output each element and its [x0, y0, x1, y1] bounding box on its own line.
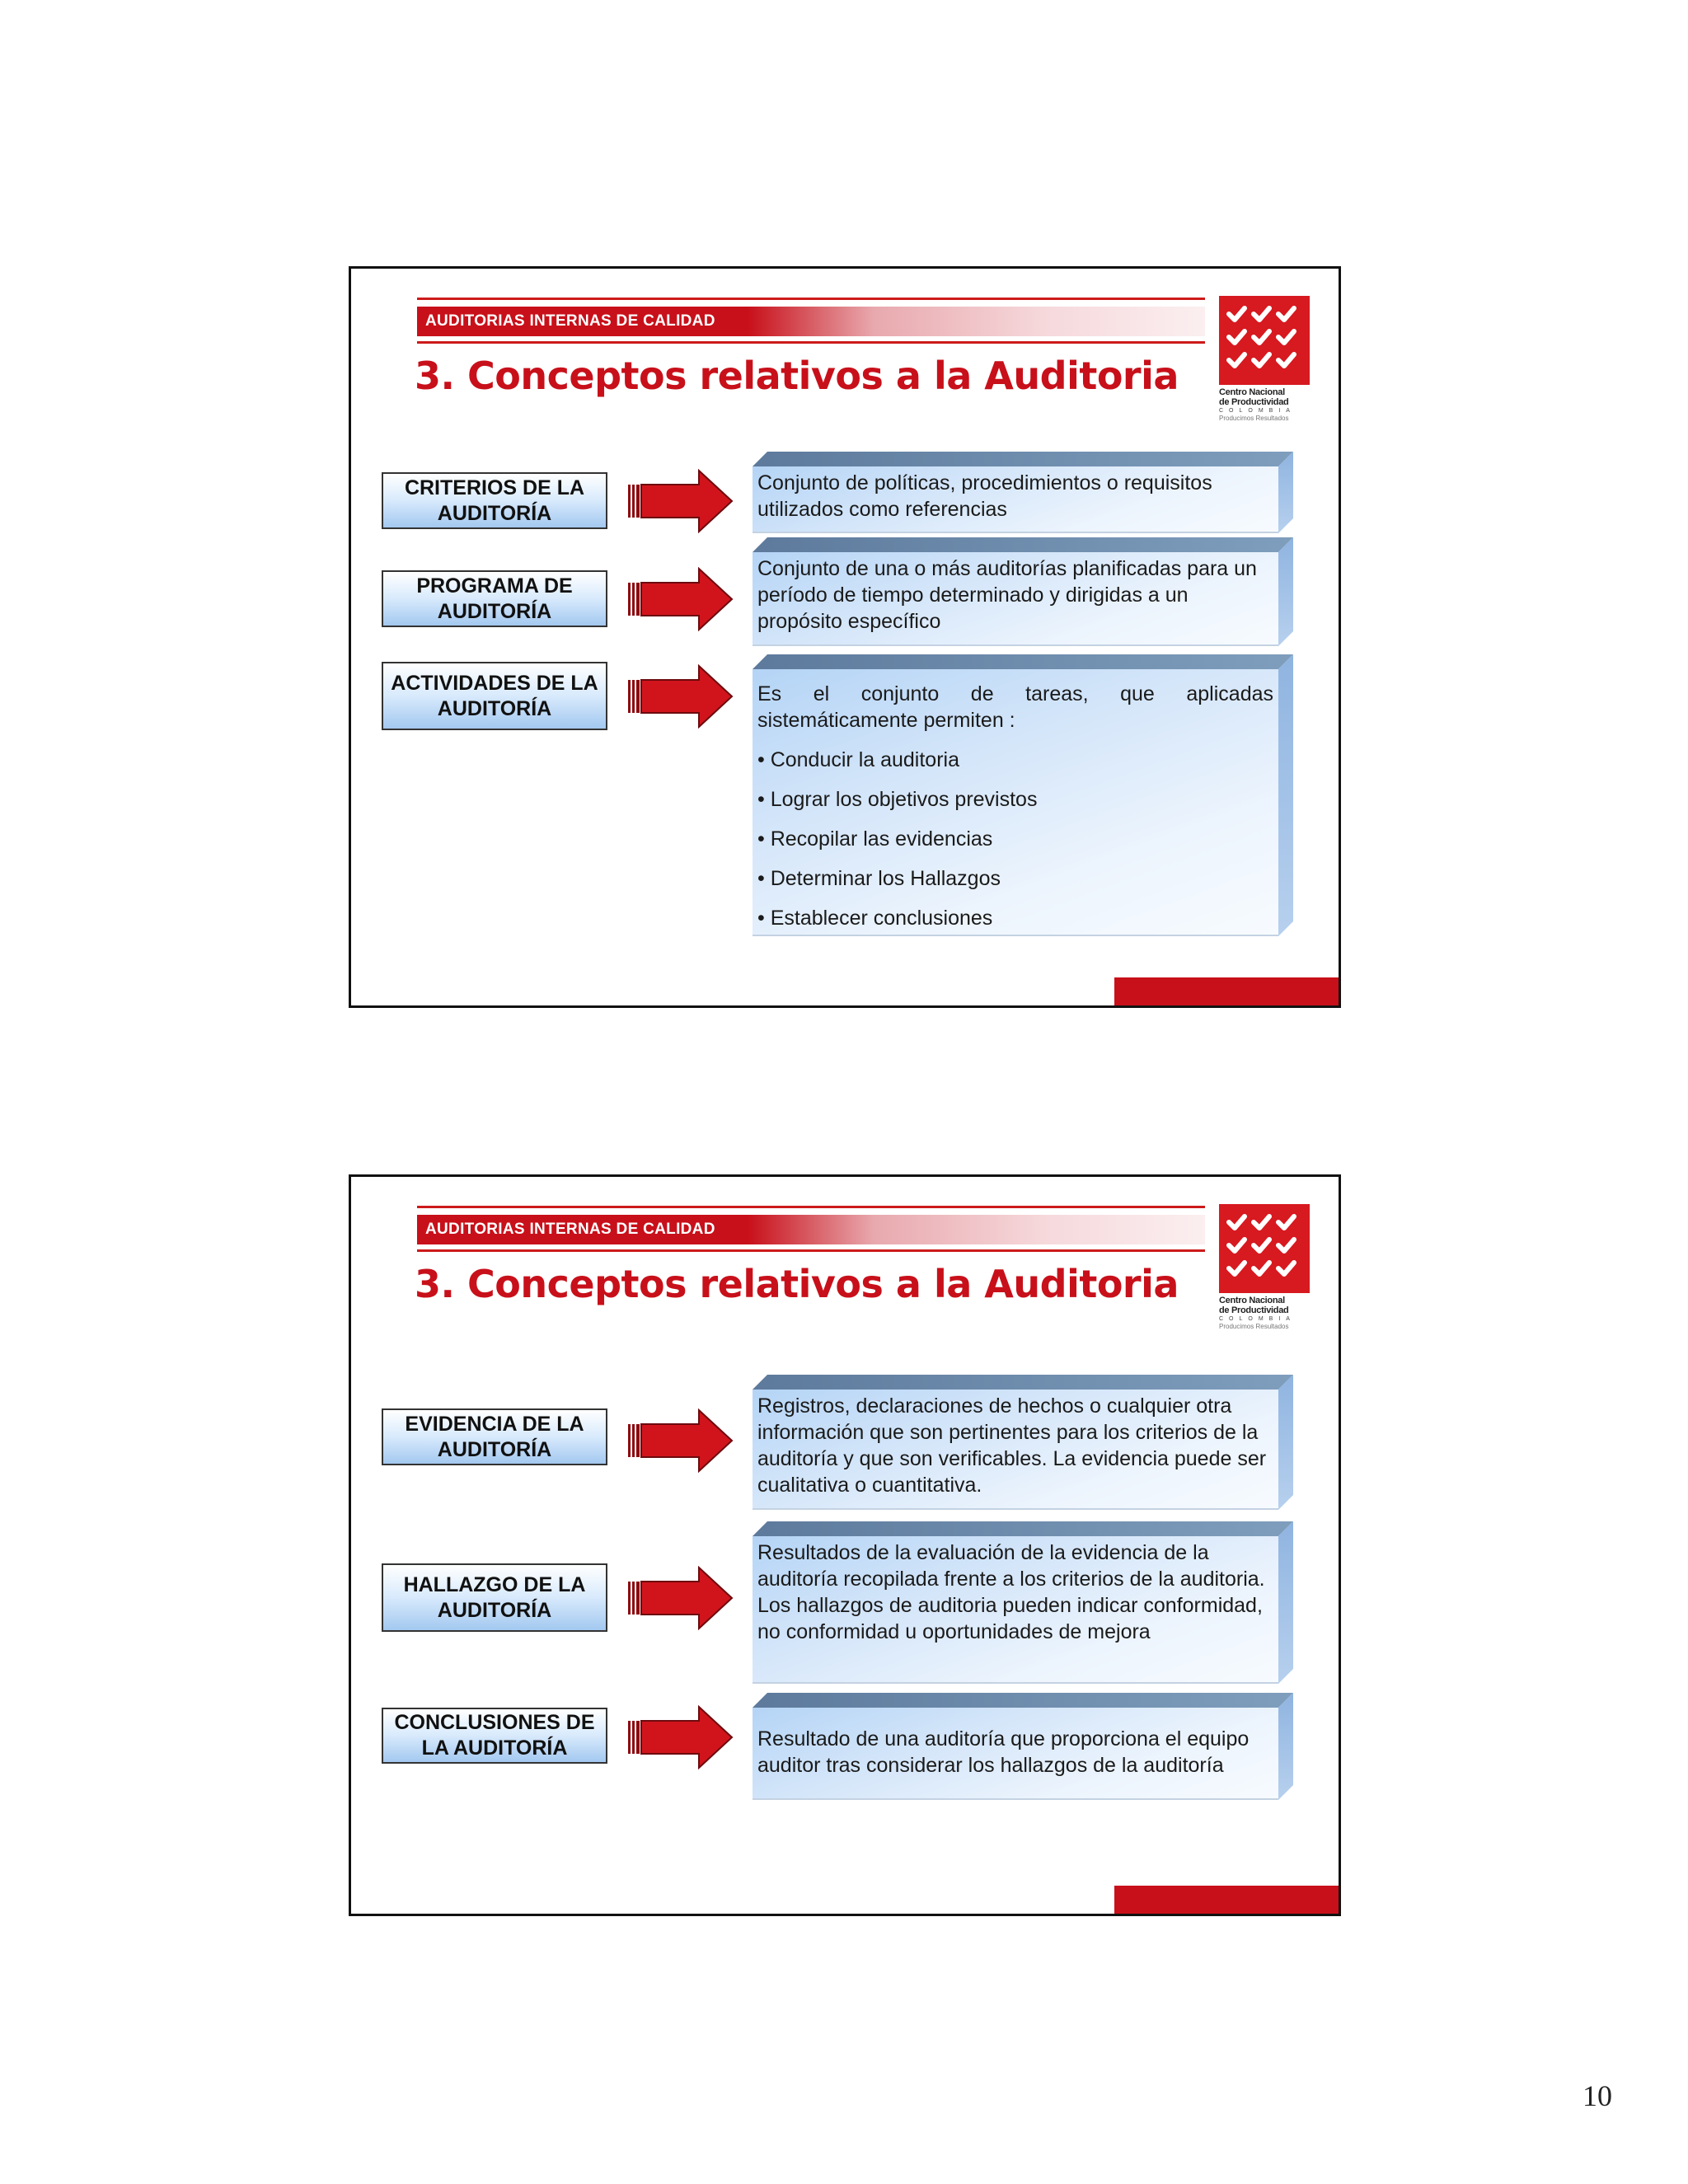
logo-country: COLOMBIA: [1219, 408, 1296, 414]
header-top-rule: [417, 1206, 1205, 1208]
bullet-item: • Lograr los objetivos previstos: [757, 788, 1038, 811]
definition-box-evidencia: [753, 1375, 1293, 1510]
definition-text: Conjunto de políticas, procedimientos o requisitos utilizados como referencias: [757, 471, 1212, 521]
header-top-rule: [417, 298, 1205, 300]
logo-name-line2: de Productividad: [1219, 397, 1289, 407]
definition-text: Es el conjunto de tareas, que aplicadas sistemáticamente permiten :: [757, 682, 1273, 732]
concept-actividades: ACTIVIDADES DE LA AUDITORÍA: [382, 662, 607, 730]
slide-1: [349, 266, 1341, 1008]
slide-2: [349, 1174, 1341, 1916]
concept-evidencia: EVIDENCIA DE LA AUDITORÍA: [382, 1408, 607, 1465]
bullet-item: • Establecer conclusiones: [757, 907, 993, 930]
arrow-right-icon: [628, 469, 734, 533]
definition-box-conclusiones: [753, 1693, 1293, 1800]
arrow-right-icon: [628, 1705, 734, 1769]
logo-tagline: Producimos Resultados: [1219, 415, 1289, 422]
header-bar: [417, 307, 1205, 336]
concept-hallazgo: HALLAZGO DE LA AUDITORÍA: [382, 1563, 607, 1632]
checkmarks-icon: [1219, 1204, 1310, 1293]
logo-name-line1: Centro Nacional: [1219, 1296, 1285, 1305]
logo-name-line1: Centro Nacional: [1219, 387, 1285, 397]
definition-text: Conjunto de una o más auditorías planificadas para un período de tiempo determinado y dirigidas a un propósito específico: [757, 557, 1257, 633]
checkmarks-icon: [1219, 296, 1310, 385]
page-number: 10: [1582, 2079, 1612, 2112]
definition-text: Resultados de la evaluación de la evidencia de la auditoría recopilada frente a los criterios de la auditoria. Los hallazgos de auditoria pueden indicar conformidad, no conformidad u oportunidades de mejora: [757, 1541, 1265, 1643]
slide-title: 3. Conceptos relativos a la Auditoria: [415, 1262, 1179, 1306]
arrow-right-icon: [628, 1566, 734, 1630]
header-label: AUDITORIAS INTERNAS DE CALIDAD: [425, 1221, 715, 1238]
arrow-right-icon: [628, 567, 734, 631]
arrow-right-icon: [628, 1408, 734, 1473]
definition-box-criterios: [753, 452, 1293, 533]
concept-criterios: CRITERIOS DE LA AUDITORÍA: [382, 472, 607, 529]
definition-text: Resultado de una auditoría que proporciona el equipo auditor tras considerar los hallazgos de la auditoría: [757, 1727, 1250, 1777]
logo-name-line2: de Productividad: [1219, 1305, 1289, 1315]
header-bottom-rule: [417, 1249, 1205, 1252]
concept-programa: PROGRAMA DE AUDITORÍA: [382, 570, 607, 627]
logo-country: COLOMBIA: [1219, 1316, 1296, 1322]
header-bar: [417, 1215, 1205, 1244]
logo-tagline: Producimos Resultados: [1219, 1323, 1289, 1330]
cnp-logo: [1219, 296, 1310, 422]
definition-text: Registros, declaraciones de hechos o cualquier otra información que son pertinentes para los criterios de la auditoría y que son verificables. La evidencia puede ser cualitativa o cuantitativa.: [757, 1394, 1267, 1497]
bullet-item: • Conducir la auditoria: [757, 748, 959, 771]
arrow-right-icon: [628, 664, 734, 729]
bullet-item: • Recopilar las evidencias: [757, 827, 993, 851]
concept-conclusiones: CONCLUSIONES DE LA AUDITORÍA: [382, 1708, 607, 1764]
slide-title: 3. Conceptos relativos a la Auditoria: [415, 354, 1179, 398]
definition-box-actividades: [753, 654, 1293, 936]
bullet-item: • Determinar los Hallazgos: [757, 867, 1001, 890]
header-bottom-rule: [417, 341, 1205, 344]
definition-box-hallazgo: [753, 1521, 1293, 1684]
footer-red-block: [1114, 977, 1339, 1005]
cnp-logo: [1219, 1204, 1310, 1328]
footer-red-block: [1114, 1886, 1339, 1914]
header-label: AUDITORIAS INTERNAS DE CALIDAD: [425, 312, 715, 330]
definition-box-programa: [753, 537, 1293, 646]
